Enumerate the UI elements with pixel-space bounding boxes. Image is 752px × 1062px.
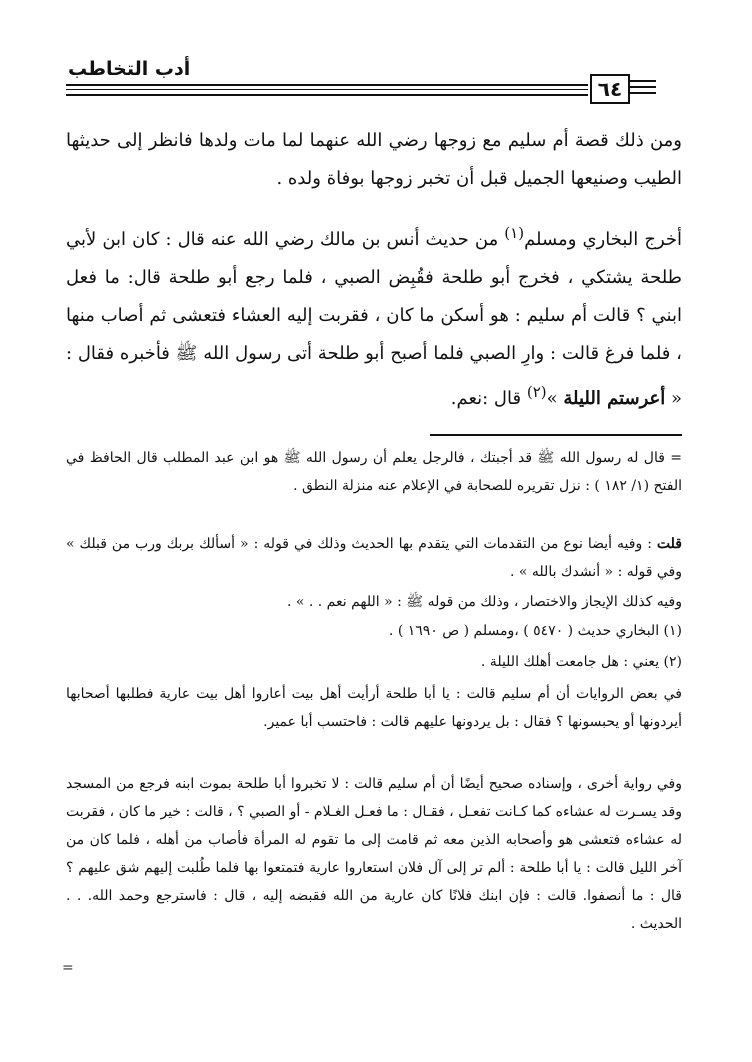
footnote-1: (١) البخاري حديث ( ٥٤٧٠ ) ،ومسلم ( ص ١٦٩٠ ) .	[388, 623, 682, 639]
header-rule	[66, 84, 588, 98]
paragraph-2-part-1: أخرج البخاري ومسلم	[524, 229, 682, 250]
page-number: ٦٤	[590, 74, 630, 104]
footnote-2-paragraph-1: في بعض الروايات أن أم سليم قالت : يا أبا طلحة أرأيت أهل بيت أعاروا أهل بيت عارية فطلبها أصحابها أيردونها أو يحبسونها ؟ فقال : بل يردونها عليهم قالت : فاحتسب أبا عمير.	[66, 686, 682, 730]
body-paragraph-1: ومن ذلك قصة أم سليم مع زوجها رضي الله عنهما لما مات ولدها فانظر إلى حديثها الطيب وصنيعها الجميل قبل أن تخبر زوجها بوفاة ولده .	[66, 130, 682, 189]
paragraph-2-part-3: »	[546, 388, 564, 409]
footnote-2-paragraph-2: وفي رواية أخرى ، وإسناده صحيح أيضًا أن أم سليم قالت : لا تخبروا أبا طلحة بموت ابنه فرجع من المسجد وقد يسـرت له عشاءه كما كـانت تفعـل ، فقـال : ما فعـل الغـلام - أو الصبي ؟ ، قالت : خير ما كان ، فقربت له عشاءه فتعشى هو وأصحابه الذين معه ثم قامت إلى ما تقوم له المرأة فأصاب من أهله ، فلما كان من آخر الليل قالت : يا أبا طلحة : ألم تر إلى آل فلان استعاروا عارية فتمتعوا بها فلما طُلبت إليهم شق عليهم ؟ قال : ما أنصفوا. قالت : فإن ابنك فلانًا كان عارية من الله فقبضه إليه ، قال : فاسترجع وحمد الله. . . الحديث .	[66, 776, 682, 932]
paragraph-2-part-4: قال :نعم.	[450, 388, 527, 409]
footnote-ref-2: (٢)	[526, 383, 547, 401]
footnote-divider	[430, 434, 682, 436]
footnote-brevity: وفيه كذلك الإيجاز والاختصار ، وذلك من قوله ﷺ : « اللهم نعم . . » .	[286, 594, 682, 610]
footnote-2: (٢) يعني : هل جامعت أهلك الليلة .	[480, 654, 682, 670]
continued-mark: =	[62, 960, 74, 976]
qult-label: قلت	[656, 536, 682, 552]
footnote-ref-1: (١)	[504, 224, 525, 242]
qult-text: : وفيه أيضا نوع من التقدمات التي يتقدم بها الحديث وذلك في قوله : « أسألك بربك ورب من قبلك » وفي قوله : « أنشدك بالله » .	[66, 536, 682, 580]
footnote-qult	[66, 530, 682, 586]
bold-quote: أعرستم الليلة	[563, 388, 666, 409]
page-number-rule	[630, 80, 656, 94]
footnote-continuation: = قال له رسول الله ﷺ قد أجبتك ، فالرجل يعلم أن رسول الله ﷺ هو ابن عبد المطلب قال الحافظ في الفتح (١/ ١٨٢ ) : نزل تقريره للصحابة في الإعلام عنه منزلة النطق .	[66, 450, 682, 494]
running-title: أدب التخاطب	[68, 58, 191, 80]
paragraph-2-part-2: من حديث أنس بن مالك رضي الله عنه قال : كان ابن لأبي طلحة يشتكي ، فخرج أبو طلحة فقُبِض الصبي ، فلما رجع أبو طلحة قال: ما فعل ابني ؟ قالت أم سليم : هو أسكن ما كان ، فقربت إليه العشاء فتعشى ثم أصاب منها ، فلما فرغ قالت : وارِ الصبي فلما أصبح أبو طلحة أتى رسول الله ﷺ فأخبره فقال : «	[66, 229, 682, 409]
body-paragraph-2	[66, 214, 682, 418]
